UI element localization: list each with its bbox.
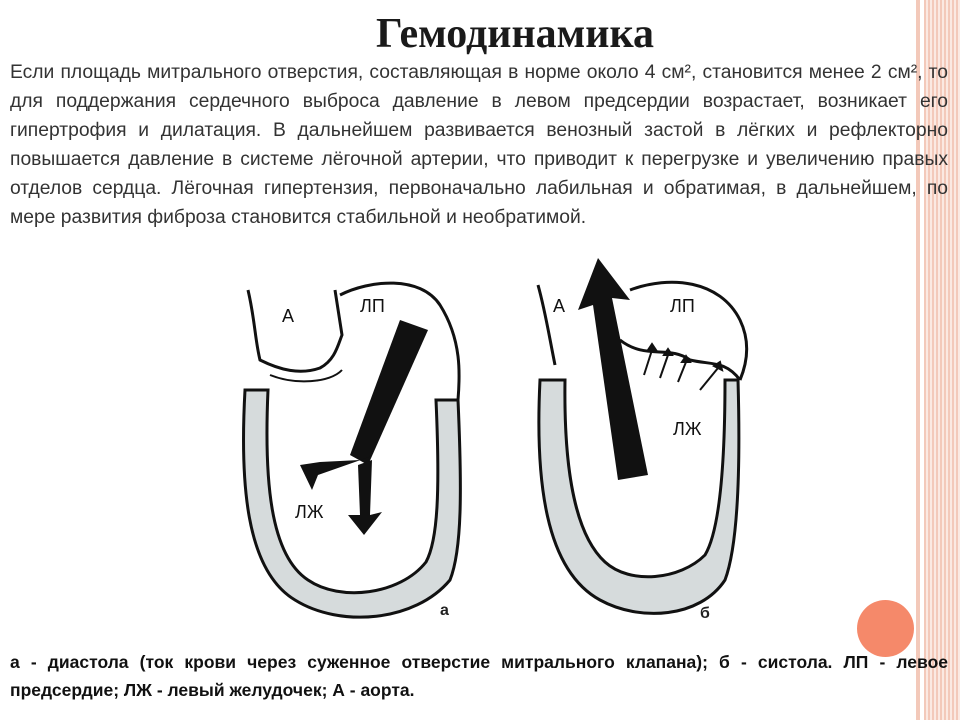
panel-b-ventricle-label: ЛЖ (673, 419, 702, 439)
heart-diagram (200, 250, 780, 630)
panel-a-ventricle-label: ЛЖ (295, 502, 324, 522)
panel-a-myocardium (243, 390, 460, 617)
panel-b-atrium-label: ЛП (670, 296, 695, 316)
panel-b-systole (538, 258, 747, 622)
panel-a-aorta-label: А (282, 306, 295, 326)
body-paragraph: Если площадь митрального отверстия, составляющая в норме около 4 см², становится менее 2 см², то для поддержания сердечного выброса давление в левом предсердии возрастает, возникает его гипертрофия и дилатация. В дальнейшем развивается венозный застой в лёгких и рефлекторно повышается давление в системе лёгочной артерии, что приводит к перегрузке и увеличению правых отделов сердца. Лёгочная гипертензия, первоначально лабильная и обратимая, в дальнейшем, по мере развития фиброза становится стабильной и необратимой. (10, 62, 948, 228)
panel-b-small-arrows (644, 344, 722, 390)
slide-title: Гемодинамика (375, 11, 655, 57)
panel-a-aorta-outline (248, 290, 342, 371)
panel-b-valve-bulge (620, 340, 740, 380)
panel-a-arrow-down (348, 460, 382, 535)
figure-caption: а - диастола (ток крови через суженное отверстие митрального клапана); б - систола. ЛП - левое предсердие; ЛЖ - левый желудочек; А - аорта. (10, 652, 948, 700)
panel-a-atrium-label: ЛП (360, 296, 385, 316)
panel-a-arrow-stem (350, 320, 428, 465)
panel-b-myocardium (539, 380, 739, 613)
panel-b-letter: б (700, 605, 710, 622)
panel-a-diastole (243, 283, 460, 619)
panel-a-letter: а (440, 602, 449, 619)
panel-b-aorta-label: А (553, 296, 566, 316)
panel-b-arrow-up (578, 258, 648, 480)
